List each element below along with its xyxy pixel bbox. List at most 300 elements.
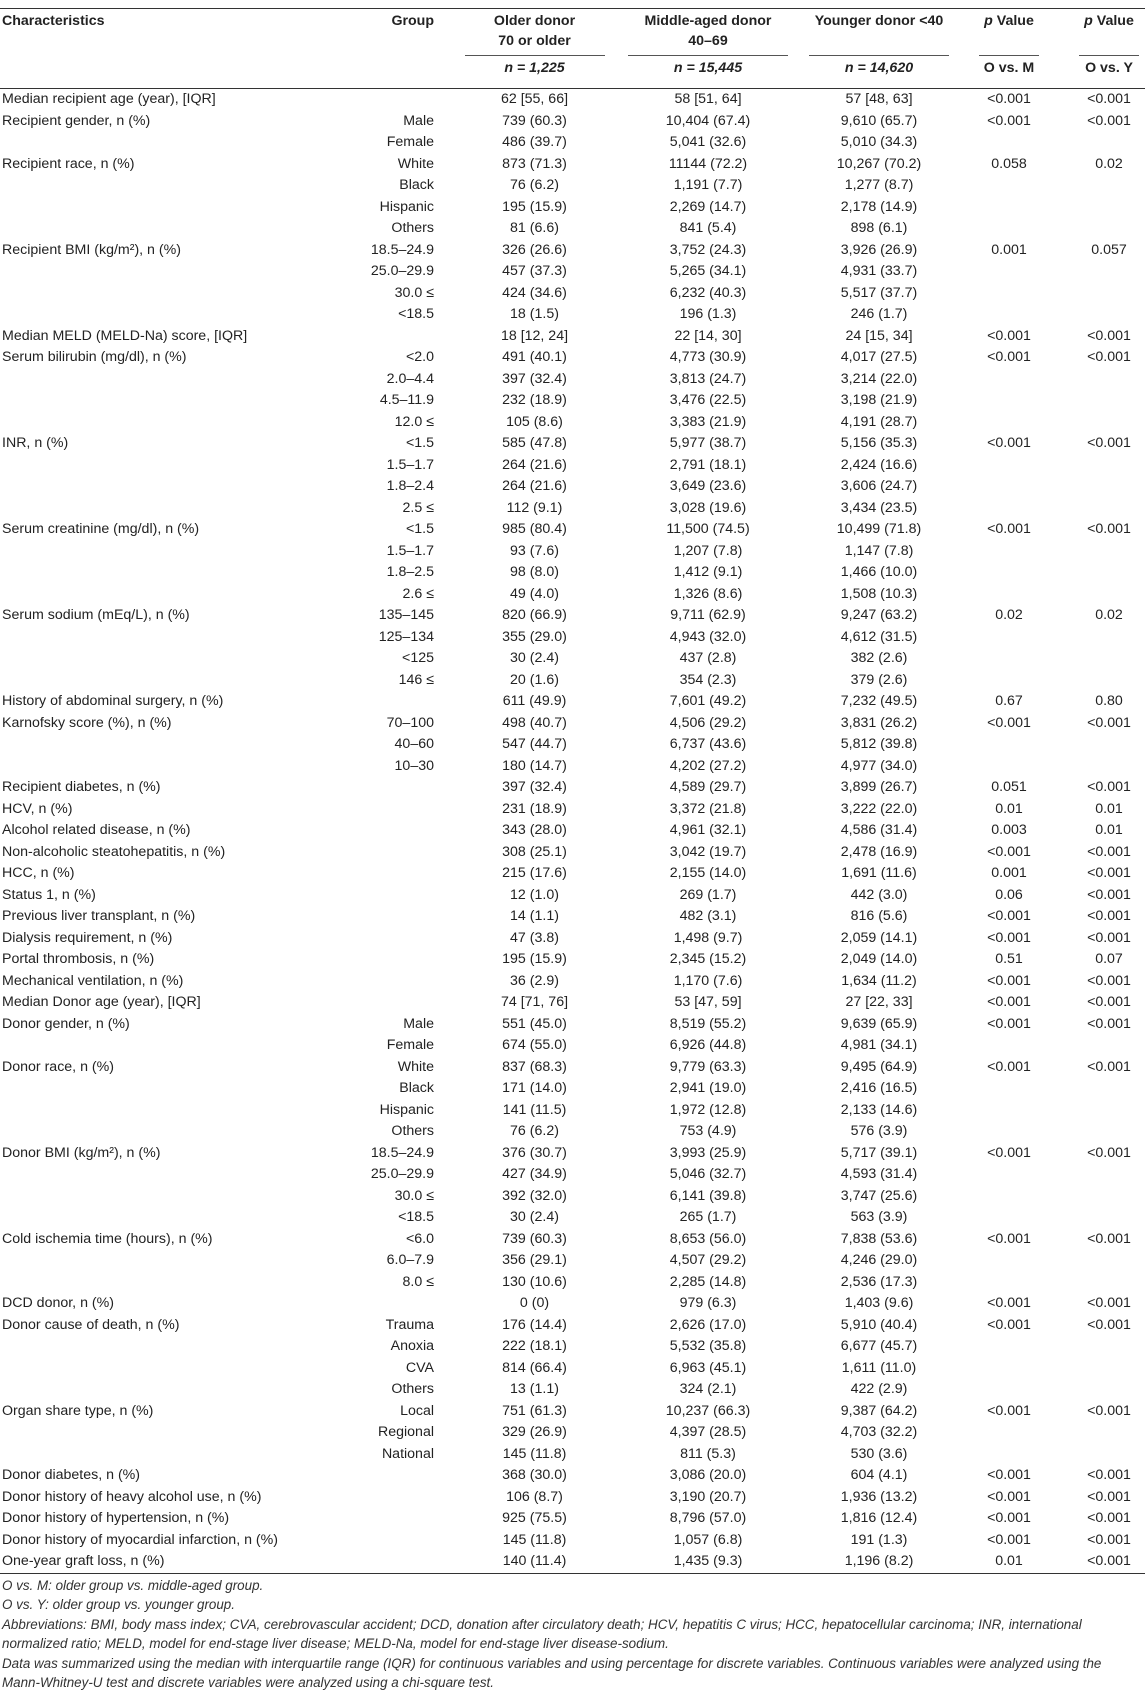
cell-group: Male: [403, 1015, 434, 1032]
cell-younger: 2,536 (17.3): [840, 1273, 918, 1290]
cell-group: 1.5–1.7: [386, 542, 434, 559]
cell-p-om: [959, 1358, 1059, 1380]
cell-older: 739 (60.3): [502, 112, 567, 129]
table-row: [0, 1229, 1145, 1251]
cell-characteristic: Serum sodium (mEq/L), n (%): [2, 607, 190, 623]
cell-older: 814 (66.4): [502, 1359, 567, 1376]
cell-younger: 246 (1.7): [850, 306, 908, 322]
cell-group: Hispanic: [379, 198, 434, 215]
cell-p-oy: [1059, 756, 1145, 778]
table-row: [0, 777, 1145, 799]
table-row: [0, 390, 1145, 412]
cell-characteristic: Organ share type, n (%): [2, 1402, 154, 1419]
cell-middle: 2,345 (15.2): [669, 951, 747, 967]
cell-middle: 2,626 (17.0): [669, 1316, 747, 1333]
cell-p-om: [959, 541, 1059, 563]
cell-p-om: [959, 756, 1059, 778]
cell-p-oy: [1059, 1207, 1145, 1229]
table-row: [0, 283, 1145, 305]
cell-p-om: <0.001: [987, 435, 1031, 451]
cell-group: [324, 1551, 452, 1573]
cell-group: 1.8–2.4: [386, 478, 434, 494]
cell-characteristic: [0, 1422, 324, 1444]
cell-p-om: <0.001: [987, 327, 1031, 344]
table-row: [0, 412, 1145, 434]
cell-group: Anoxia: [390, 1338, 434, 1354]
cell-older: 112 (9.1): [506, 499, 563, 516]
cell-older: 130 (10.6): [502, 1273, 567, 1290]
cell-p-oy: <0.001: [1087, 521, 1131, 537]
cell-middle: 1,412 (9.1): [673, 564, 743, 580]
table-row: [0, 992, 1145, 1014]
cell-group: Black: [399, 1080, 434, 1096]
cell-middle: 8,796 (57.0): [669, 1510, 747, 1526]
cell-p-oy: <0.001: [1059, 1551, 1145, 1573]
cell-group: 12.0 ≤: [394, 413, 434, 430]
cell-group: [324, 326, 452, 348]
cell-p-om: [959, 1035, 1059, 1057]
cell-group: [324, 1530, 452, 1552]
cell-middle: 3,383 (21.9): [669, 413, 747, 430]
cell-younger: 4,017 (27.5): [840, 349, 918, 365]
cell-younger: 9,495 (64.9): [840, 1058, 918, 1075]
cell-group: 8.0 ≤: [402, 1273, 434, 1290]
footnote: Data was summarized using the median with interquartile range (IQR) for continuous variables and using percentage for discrete variables. Continuous variables were analyzed using the Mann-Whitney-U test and discrete variables were analyzed using a chi-square test.: [2, 1655, 1102, 1690]
cell-p-om: [959, 562, 1059, 584]
cell-p-om: <0.001: [987, 929, 1031, 946]
cell-p-oy: <0.001: [1087, 1058, 1131, 1075]
cell-older: 49 (4.0): [510, 585, 559, 602]
cell-characteristic: Donor history of myocardial infarction, n (%): [2, 1531, 278, 1548]
cell-characteristic: Donor BMI (kg/m²), n (%): [2, 1144, 161, 1161]
cell-characteristic: Non-alcoholic steatohepatitis, n (%): [2, 843, 226, 860]
cell-p-oy: [1059, 1078, 1145, 1100]
cell-p-oy: 0.80: [1095, 693, 1123, 709]
cell-group: Female: [386, 1037, 434, 1053]
cell-characteristic: [0, 218, 324, 240]
cell-characteristic: Donor history of hypertension, n (%): [2, 1510, 230, 1526]
cell-older: 427 (34.9): [502, 1166, 567, 1182]
table-row: [0, 433, 1145, 455]
cell-p-oy: 0.01: [1095, 822, 1123, 838]
n-row: [0, 56, 1145, 89]
cell-p-om: [959, 197, 1059, 219]
cell-middle: 2,285 (14.8): [669, 1273, 747, 1290]
cell-middle: 22 [14, 30]: [674, 327, 742, 344]
cell-older: 18 (1.5): [510, 306, 559, 322]
cell-characteristic: Recipient gender, n (%): [2, 112, 151, 129]
cell-p-om: <0.001: [987, 112, 1031, 129]
table-row: [0, 562, 1145, 584]
cell-middle: 3,476 (22.5): [669, 392, 747, 408]
cell-p-om: <0.001: [987, 1402, 1031, 1419]
cell-group: [324, 928, 452, 950]
cell-p-om: [959, 1250, 1059, 1272]
cell-middle: 324 (2.1): [679, 1381, 737, 1397]
cell-group: White: [397, 155, 434, 172]
cell-older: 397 (32.4): [502, 779, 567, 795]
cell-older: 232 (18.9): [502, 392, 567, 408]
cell-group: <1.5: [405, 435, 434, 451]
header-middle: [617, 9, 799, 57]
cell-characteristic: [0, 369, 324, 391]
table-row: [0, 240, 1145, 262]
table-row: [0, 949, 1145, 971]
cell-older: 36 (2.9): [510, 972, 559, 989]
cell-p-oy: <0.001: [1087, 1402, 1131, 1419]
cell-younger: 1,634 (11.2): [841, 972, 917, 989]
cell-group: Local: [400, 1402, 434, 1419]
table-row: [0, 1401, 1145, 1423]
cell-group: 125–134: [378, 628, 434, 645]
cell-p-oy: <0.001: [1087, 91, 1131, 107]
cell-characteristic: Donor diabetes, n (%): [2, 1467, 141, 1483]
cell-older: 751 (61.3): [502, 1402, 567, 1419]
cell-group: 40–60: [394, 736, 434, 752]
cell-middle: 4,773 (30.9): [669, 349, 747, 365]
cell-p-oy: <0.001: [1087, 714, 1131, 731]
cell-younger: 422 (2.9): [850, 1381, 908, 1397]
cell-characteristic: Recipient BMI (kg/m²), n (%): [2, 241, 181, 258]
cell-older: 14 (1.1): [510, 908, 559, 924]
cell-younger: 3,899 (26.7): [840, 779, 918, 795]
cell-younger: 4,977 (34.0): [840, 757, 918, 774]
cell-p-oy: [1059, 1250, 1145, 1272]
cell-middle: 1,498 (9.7): [673, 929, 743, 946]
cell-older: 231 (18.9): [502, 800, 567, 817]
cell-p-om: [959, 132, 1059, 154]
table-row: [0, 1014, 1145, 1036]
cell-group: Others: [391, 1381, 434, 1397]
cell-group: [324, 971, 452, 993]
cell-p-om: 0.01: [959, 1551, 1059, 1573]
cell-p-oy: [1059, 1035, 1145, 1057]
cell-characteristic: [0, 1100, 324, 1122]
table-row: [0, 175, 1145, 197]
cell-younger: 6,677 (45.7): [840, 1338, 918, 1354]
cell-characteristic: HCV, n (%): [2, 800, 73, 817]
table-row: [0, 541, 1145, 563]
cell-characteristic: [0, 1035, 324, 1057]
cell-younger: 5,910 (40.4): [840, 1316, 918, 1333]
cell-older: 145 (11.8): [502, 1445, 567, 1462]
cell-group: <125: [402, 650, 434, 666]
cell-p-om: 0.058: [991, 155, 1027, 172]
cell-younger: 1,403 (9.6): [844, 1295, 914, 1311]
cell-p-oy: <0.001: [1087, 327, 1131, 344]
cell-characteristic: Donor history of heavy alcohol use, n (%): [2, 1488, 262, 1505]
cell-group: [324, 992, 452, 1014]
cell-p-om: 0.67: [995, 693, 1023, 709]
cell-characteristic: [0, 584, 324, 606]
cell-younger: 382 (2.6): [850, 650, 908, 666]
cell-characteristic: [0, 1272, 324, 1294]
cell-p-om: [959, 1336, 1059, 1358]
cell-younger: 10,499 (71.8): [836, 521, 922, 537]
cell-group: [324, 906, 452, 928]
cell-characteristic: [0, 734, 324, 756]
cell-middle: 3,372 (21.8): [669, 800, 747, 817]
cell-group: 25.0–29.9: [370, 1166, 434, 1182]
table-row: [0, 1315, 1145, 1337]
cell-group: Others: [391, 1123, 434, 1139]
cell-older: 837 (68.3): [502, 1058, 567, 1075]
cell-older: 355 (29.0): [502, 628, 567, 645]
cell-middle: 4,589 (29.7): [669, 779, 747, 795]
table-row: [0, 734, 1145, 756]
header-p-om: [959, 9, 1059, 57]
header-row: [0, 9, 1145, 57]
cell-p-om: [959, 455, 1059, 477]
header-group: Group: [391, 13, 434, 29]
characteristics-table: [0, 8, 1145, 1574]
header-older-line1: Older donor: [493, 13, 576, 29]
table-row: [0, 132, 1145, 154]
cell-p-oy: <0.001: [1087, 1295, 1131, 1311]
cell-p-om: [959, 1379, 1059, 1401]
cell-characteristic: [0, 756, 324, 778]
cell-characteristic: [0, 648, 324, 670]
table-row: [0, 1078, 1145, 1100]
cell-middle: 1,170 (7.6): [673, 972, 743, 989]
cell-characteristic: DCD donor, n (%): [2, 1295, 114, 1311]
cell-older: 356 (29.1): [502, 1252, 567, 1268]
cell-older: 180 (14.7): [502, 757, 567, 774]
cell-p-oy: [1059, 455, 1145, 477]
cell-p-om: 0.01: [995, 800, 1023, 817]
cell-group: 2.6 ≤: [402, 585, 434, 602]
cell-group: 70–100: [386, 714, 434, 731]
cell-younger: 4,191 (28.7): [840, 413, 918, 430]
cell-middle: 265 (1.7): [679, 1209, 737, 1225]
cell-group: 30.0 ≤: [394, 1187, 434, 1204]
table-row: [0, 476, 1145, 498]
cell-group: [324, 1508, 452, 1530]
footnote: O vs. Y: older group vs. younger group.: [2, 1597, 235, 1612]
cell-older: 30 (2.4): [510, 650, 559, 666]
cell-older: 222 (18.1): [502, 1338, 567, 1354]
cell-older: 264 (21.6): [502, 478, 567, 494]
cell-p-oy: [1059, 412, 1145, 434]
cell-older: 74 [71, 76]: [500, 994, 569, 1010]
table-row: [0, 842, 1145, 864]
cell-characteristic: Recipient diabetes, n (%): [2, 779, 161, 795]
table-row: [0, 1358, 1145, 1380]
cell-group: Black: [399, 177, 434, 193]
cell-p-om: <0.001: [987, 1510, 1031, 1526]
cell-younger: 3,831 (26.2): [840, 714, 918, 731]
table-row: [0, 111, 1145, 133]
cell-middle: 7,601 (49.2): [669, 693, 747, 709]
cell-older: 397 (32.4): [502, 370, 567, 387]
cell-p-om: [959, 584, 1059, 606]
cell-younger: 1,691 (11.6): [841, 865, 917, 881]
cell-younger: 530 (3.6): [850, 1445, 908, 1462]
cell-p-oy: <0.001: [1087, 865, 1131, 881]
table-row: [0, 670, 1145, 692]
cell-older: 368 (30.0): [502, 1467, 567, 1483]
table-row: [0, 455, 1145, 477]
cell-p-om: <0.001: [987, 1015, 1031, 1032]
table-row: [0, 347, 1145, 369]
cell-middle: 1,972 (12.8): [669, 1101, 747, 1118]
cell-characteristic: Serum creatinine (mg/dl), n (%): [2, 521, 200, 537]
cell-p-oy: <0.001: [1087, 1488, 1131, 1505]
cell-younger: 5,717 (39.1): [840, 1144, 918, 1161]
table-row: [0, 197, 1145, 219]
cell-group: [324, 1465, 452, 1487]
cell-characteristic: [0, 132, 324, 154]
cell-p-om: <0.001: [987, 1488, 1031, 1505]
cell-middle: 4,961 (32.1): [669, 822, 747, 838]
cell-p-oy: <0.001: [1087, 1316, 1131, 1333]
table-row: [0, 648, 1145, 670]
cell-group: Female: [386, 134, 434, 150]
cell-p-om: [959, 498, 1059, 520]
cell-p-oy: 0.02: [1095, 607, 1123, 623]
cell-p-oy: <0.001: [1087, 1015, 1131, 1032]
cell-characteristic: [0, 1444, 324, 1466]
n-younger: n = 14,620: [844, 60, 914, 76]
table-row: [0, 713, 1145, 735]
cell-middle: 1,057 (6.8): [673, 1531, 743, 1548]
header-p-oy: [1059, 9, 1145, 57]
cell-p-oy: [1059, 1164, 1145, 1186]
cell-older: 611 (49.9): [502, 693, 567, 709]
cell-characteristic: Karnofsky score (%), n (%): [2, 714, 172, 731]
cell-middle: 10,237 (66.3): [665, 1402, 751, 1419]
cell-p-om: <0.001: [987, 1230, 1031, 1247]
table-row: [0, 971, 1145, 993]
cell-older: 62 [55, 66]: [500, 91, 569, 107]
cell-p-om: 0.001: [991, 241, 1027, 258]
cell-middle: 2,791 (18.1): [669, 456, 747, 473]
cell-p-om: [959, 390, 1059, 412]
cell-younger: 4,612 (31.5): [840, 628, 918, 645]
cell-middle: 4,397 (28.5): [669, 1424, 747, 1440]
cell-p-oy: [1059, 1379, 1145, 1401]
cell-group: Trauma: [385, 1316, 434, 1333]
cell-younger: 1,196 (8.2): [799, 1551, 959, 1573]
cell-younger: 4,981 (34.1): [840, 1037, 918, 1053]
cell-p-om: <0.001: [987, 1531, 1031, 1548]
cell-p-oy: <0.001: [1087, 349, 1131, 365]
cell-older: 424 (34.6): [502, 284, 567, 301]
cell-p-oy: <0.001: [1087, 1467, 1131, 1483]
table-row: [0, 519, 1145, 541]
cell-middle: 1,207 (7.8): [673, 542, 743, 559]
cell-younger: 1,277 (8.7): [844, 177, 914, 193]
cell-younger: 5,156 (35.3): [840, 435, 918, 451]
table-footnotes: [0, 1574, 1145, 1693]
cell-middle: 3,993 (25.9): [669, 1144, 747, 1161]
cell-middle: 9,779 (63.3): [669, 1058, 747, 1075]
cell-characteristic: Dialysis requirement, n (%): [2, 929, 173, 946]
cell-younger: 816 (5.6): [850, 908, 908, 924]
cell-older: 739 (60.3): [502, 1230, 567, 1247]
cell-p-om: 0.51: [995, 951, 1023, 967]
cell-characteristic: Cold ischemia time (hours), n (%): [2, 1230, 213, 1247]
cell-p-om: [959, 627, 1059, 649]
cell-group: 1.8–2.5: [386, 564, 434, 580]
table-row: [0, 261, 1145, 283]
cell-characteristic: Median Donor age (year), [IQR]: [2, 994, 201, 1010]
cell-older: 308 (25.1): [502, 843, 567, 860]
cell-group: Regional: [377, 1424, 434, 1440]
cell-characteristic: Donor race, n (%): [2, 1058, 114, 1075]
cell-p-om: [959, 369, 1059, 391]
table-row: [0, 498, 1145, 520]
cell-p-oy: [1059, 1121, 1145, 1143]
cell-middle: 3,649 (23.6): [669, 478, 747, 494]
cell-p-om: 0.051: [991, 779, 1027, 795]
table-body: [0, 89, 1145, 1574]
cell-p-om: [959, 175, 1059, 197]
cell-group: [324, 1487, 452, 1509]
cell-older: 329 (26.9): [502, 1424, 567, 1440]
cell-p-oy: [1059, 1272, 1145, 1294]
cell-younger: 442 (3.0): [850, 886, 908, 903]
cell-older: 93 (7.6): [510, 542, 559, 559]
cell-p-oy: [1059, 218, 1145, 240]
table-row: [0, 1422, 1145, 1444]
cell-characteristic: [0, 412, 324, 434]
cell-p-oy: 0.01: [1095, 800, 1123, 817]
table-row: [0, 1272, 1145, 1294]
cell-younger: 604 (4.1): [850, 1467, 908, 1483]
cell-middle: 196 (1.3): [679, 306, 737, 322]
table-row: [0, 820, 1145, 842]
cell-younger: 2,178 (14.9): [840, 198, 918, 215]
cell-middle: 6,141 (39.8): [669, 1187, 747, 1204]
cell-p-om: [959, 1272, 1059, 1294]
cell-characteristic: [0, 283, 324, 305]
cell-p-om: [959, 304, 1059, 326]
cell-older: 873 (71.3): [502, 155, 567, 172]
cell-p-om: <0.001: [987, 908, 1031, 924]
cell-middle: 6,926 (44.8): [669, 1037, 747, 1053]
cell-p-om: 0.06: [995, 886, 1023, 903]
cell-p-om: [959, 1422, 1059, 1444]
cell-middle: 5,046 (32.7): [669, 1166, 747, 1182]
cell-older: 98 (8.0): [510, 564, 559, 580]
cell-younger: 3,434 (23.5): [840, 499, 918, 516]
n-older: n = 1,225: [504, 60, 565, 76]
footnote: Abbreviations: BMI, body mass index; CVA, cerebrovascular accident; DCD, donation after circulatory death; HCV, hepatitis C virus; HCC, hepatocellular carcinoma; INR, international normalized ratio; MELD, model for end-stage liver disease; MELD-Na, model for end-stage liver disease-sodium.: [2, 1616, 1082, 1651]
table-row: [0, 584, 1145, 606]
cell-p-oy: [1059, 734, 1145, 756]
cell-p-oy: 0.057: [1091, 241, 1127, 258]
cell-older: 106 (8.7): [506, 1488, 563, 1505]
cell-p-oy: <0.001: [1087, 112, 1131, 129]
cell-younger: 1,508 (10.3): [840, 585, 918, 602]
cell-older: 392 (32.0): [502, 1187, 567, 1204]
cell-middle: 841 (5.4): [679, 220, 737, 236]
cell-middle: 269 (1.7): [679, 886, 737, 903]
cell-characteristic: INR, n (%): [2, 435, 69, 451]
cell-characteristic: [0, 1078, 324, 1100]
table-row: [0, 89, 1145, 111]
cell-p-oy: <0.001: [1087, 886, 1131, 903]
cell-p-oy: <0.001: [1087, 994, 1131, 1010]
table-row: [0, 369, 1145, 391]
cell-p-om: [959, 1164, 1059, 1186]
cell-p-oy: [1059, 541, 1145, 563]
cell-group: [324, 89, 452, 111]
cell-older: 140 (11.4): [452, 1551, 617, 1573]
cell-p-om: [959, 670, 1059, 692]
cell-younger: 898 (6.1): [850, 220, 908, 236]
